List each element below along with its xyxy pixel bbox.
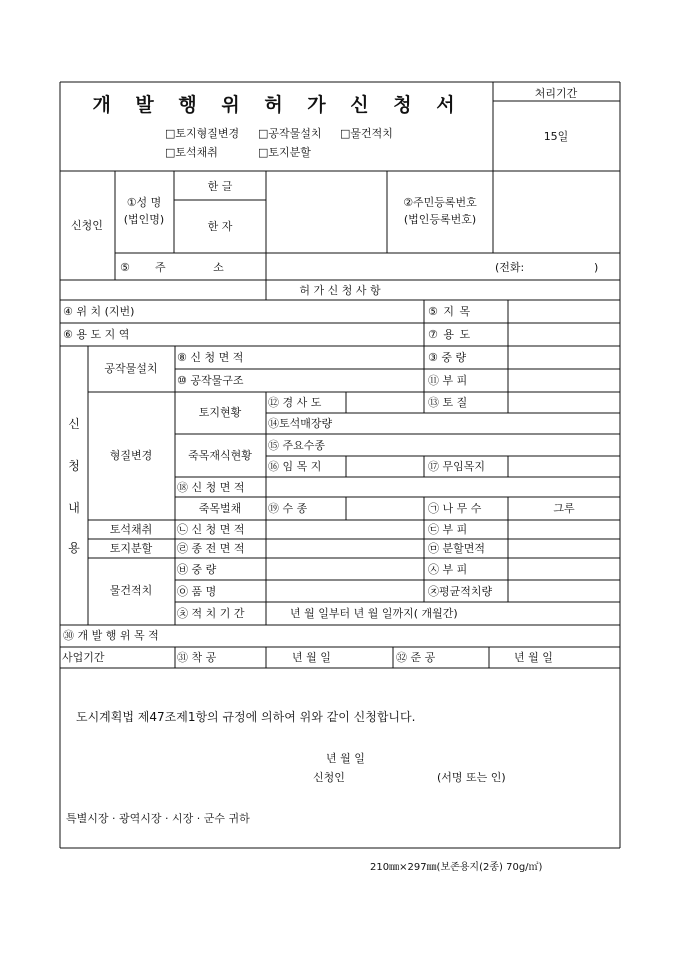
cut-species-label: ⑲ 수 종 <box>268 502 308 515</box>
stacking-period-label: ㉩ 적 치 기 간 <box>177 607 245 620</box>
location-label: ④ 위 치 (지번) <box>63 305 135 318</box>
address-label: 주 소 <box>155 261 246 274</box>
processing-period-label: 처리기간 <box>534 87 578 100</box>
land-category-label: ⑤ 지 목 <box>428 305 472 318</box>
checkbox-soil-extraction[interactable]: □토석채취 <box>165 146 218 159</box>
structure-type-label: ⑩ 공작물구조 <box>177 374 244 387</box>
recipient-label: 특별시장 · 광역시장 · 시장 · 군수 귀하 <box>66 812 250 825</box>
land-division-label: 토지분할 <box>109 542 153 555</box>
zoning-label: ⑥ 용 도 지 역 <box>63 328 130 341</box>
paper-spec: 210㎜×297㎜(보존용지(2종) 70g/㎡) <box>370 862 543 873</box>
address-num: ⑤ <box>120 261 130 274</box>
phone-label: (전화: <box>495 261 525 274</box>
checkbox-land-change[interactable]: □토지형질변경 <box>165 127 240 140</box>
buried-soil-label: ⑭토석매장량 <box>268 417 333 430</box>
end-value: 년 월 일 <box>514 651 553 664</box>
signer-label: 신청인 <box>313 771 345 784</box>
name-sub-label: (법인명) <box>123 213 165 226</box>
structure-volume-label: ⑪ 부 피 <box>428 374 468 387</box>
id-number-label: ②주민등록번호 <box>403 196 477 209</box>
forest-label: ⑯ 임 목 지 <box>268 460 322 473</box>
applicant-label: 신청인 <box>71 219 103 232</box>
structure-area-label: ⑧ 신 청 면 적 <box>177 351 244 364</box>
stacking-label: 물건적치 <box>109 584 153 597</box>
trees-status-label: 죽목재식현황 <box>188 449 252 462</box>
treeless-label: ⑰ 무임목지 <box>428 460 486 473</box>
divided-area-label: ㉤ 분할면적 <box>428 542 486 555</box>
section-title: 허 가 신 청 사 항 <box>299 284 381 297</box>
name-label: ①성 명 <box>126 196 162 209</box>
land-change-label: 형질변경 <box>109 449 153 462</box>
stacking-volume-label: ㉦ 부 피 <box>428 563 468 576</box>
soil-extraction-volume-label: ㉢ 부 피 <box>428 523 468 536</box>
side-label-2: 청 <box>68 459 80 473</box>
project-period-label: 사업기간 <box>62 651 105 664</box>
purpose-label: ㉚ 개 발 행 위 목 적 <box>63 629 159 642</box>
tree-count-label: ㉠ 나 무 수 <box>428 502 482 515</box>
item-name-label: ㉧ 품 명 <box>177 585 217 598</box>
end-label: ㉜ 준 공 <box>396 651 436 664</box>
hangul-label: 한 글 <box>207 180 233 193</box>
phone-close: ) <box>594 261 599 274</box>
side-label-1: 신 <box>68 417 80 431</box>
structure-label: 공작물설치 <box>104 362 158 375</box>
land-change-area-label: ⑱ 신 청 면 적 <box>177 481 245 494</box>
form-title: 개 발 행 위 허 가 신 청 서 <box>92 94 464 116</box>
start-label: ㉛ 착 공 <box>177 651 217 664</box>
previous-area-label: ㉣ 종 전 면 적 <box>177 542 245 555</box>
id-number-sub-label: (법인등록번호) <box>403 213 477 226</box>
checkbox-structure[interactable]: □공작물설치 <box>258 127 322 140</box>
side-label-4: 용 <box>68 541 80 555</box>
soil-extraction-label: 토석채취 <box>109 523 153 536</box>
structure-weight-label: ③ 중 량 <box>428 351 467 364</box>
declaration-date: 년 월 일 <box>326 752 365 765</box>
tree-cutting-label: 죽목벌채 <box>198 502 242 515</box>
declaration-statement: 도시계획법 제47조제1항의 규정에 의하여 위와 같이 신청합니다. <box>76 710 416 724</box>
sign-note: (서명 또는 인) <box>437 771 506 784</box>
slope-label: ⑫ 경 사 도 <box>268 396 322 409</box>
hanja-label: 한 자 <box>207 220 233 233</box>
stacking-period-value: 년 월 일부터 년 월 일까지( 개월간) <box>290 607 458 620</box>
use-label: ⑦ 용 도 <box>428 328 472 341</box>
processing-period-value: 15일 <box>543 130 569 143</box>
soil-extraction-area-label: ㉡ 신 청 면 적 <box>177 523 245 536</box>
main-species-label: ⑮ 주요수종 <box>268 439 326 452</box>
checkbox-land-division[interactable]: □토지분할 <box>258 146 311 159</box>
stacking-weight-label: ㉥ 중 량 <box>177 563 217 576</box>
average-stacking-label: ㉨평균적치량 <box>428 585 493 598</box>
land-status-label: 토지현황 <box>198 406 242 419</box>
soil-quality-label: ⑬ 토 질 <box>428 396 468 409</box>
tree-unit: 그루 <box>553 502 575 515</box>
side-label-3: 내 <box>68 501 80 515</box>
checkbox-stacking[interactable]: □물건적치 <box>340 127 393 140</box>
start-value: 년 월 일 <box>292 651 331 664</box>
